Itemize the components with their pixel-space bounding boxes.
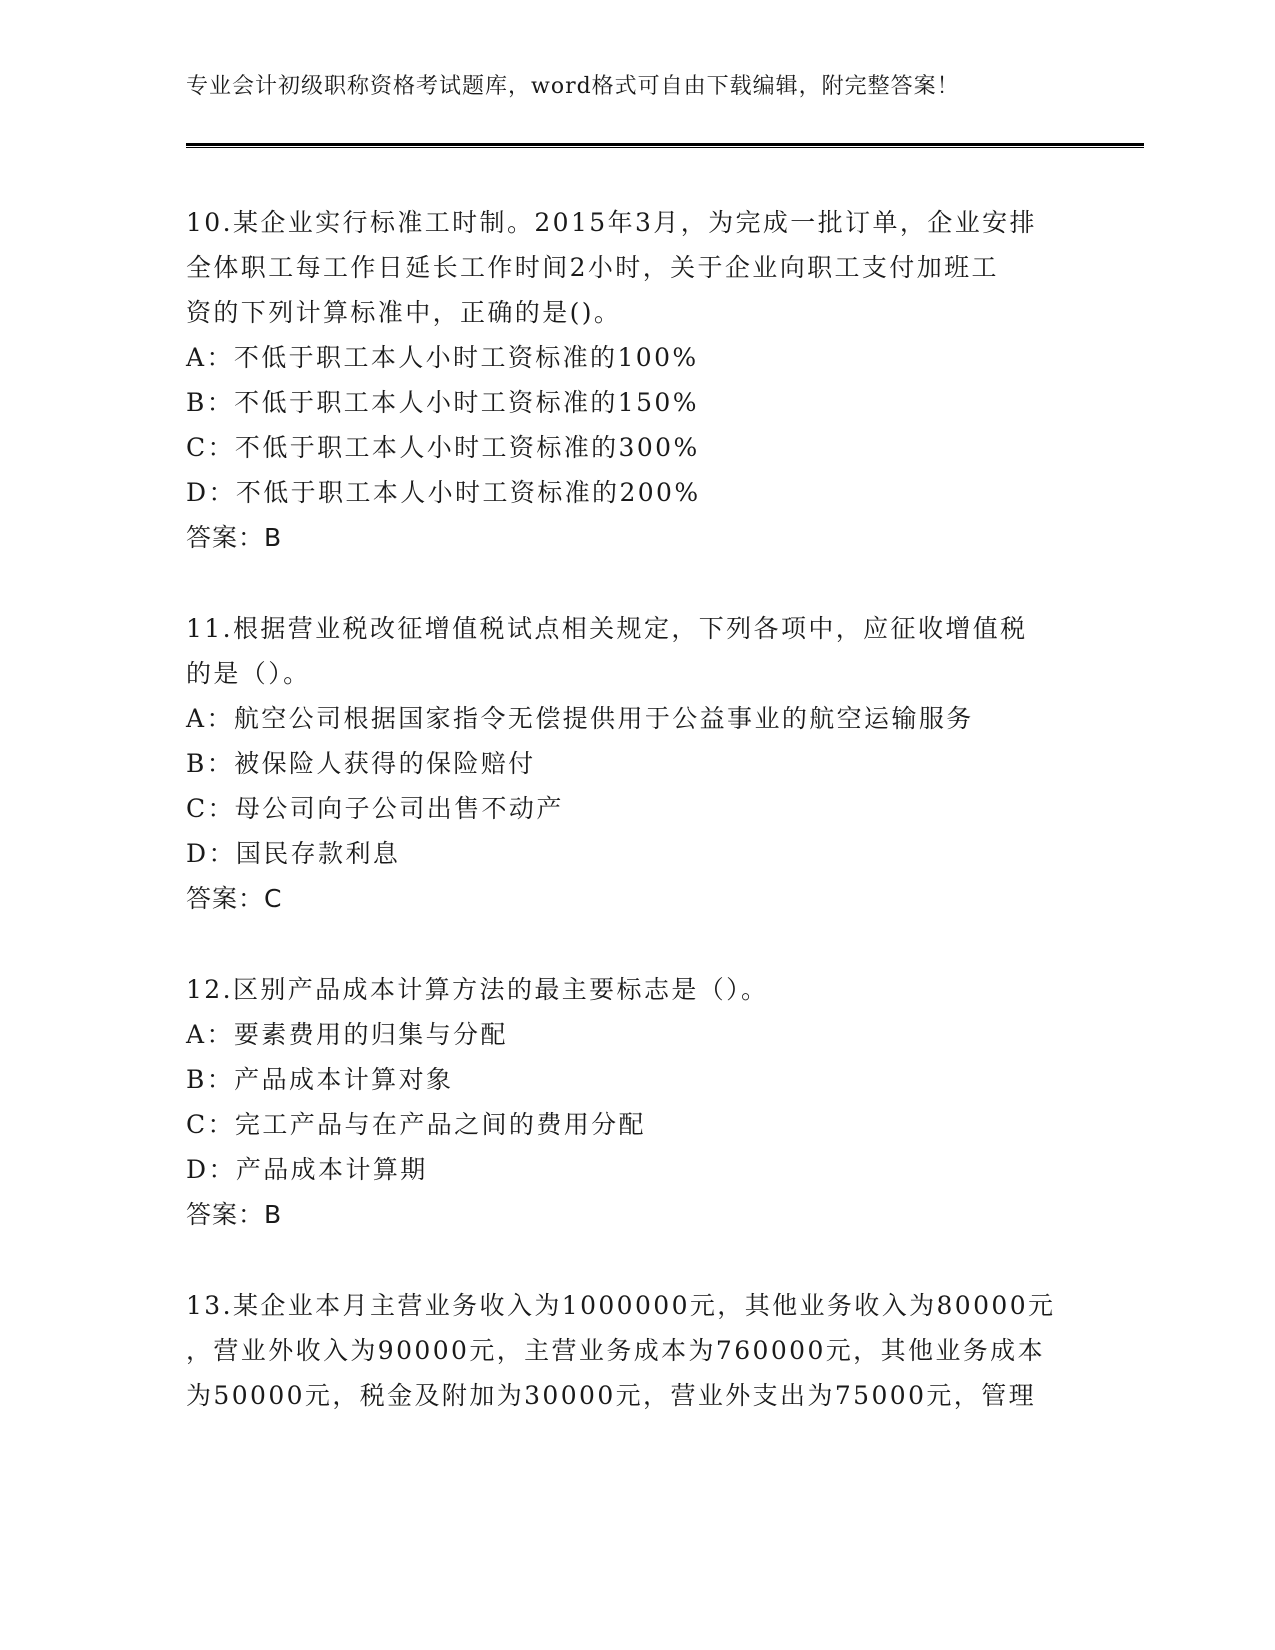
option-b: B：产品成本计算对象 [186, 1065, 454, 1094]
question-11 [186, 606, 1066, 921]
question-12 [186, 967, 1066, 1237]
option-c: C：完工产品与在产品之间的费用分配 [186, 1110, 646, 1139]
question-stem: 的是（）。 [186, 659, 311, 688]
question-stem: 13.某企业本月主营业务收入为1000000元，其他业务收入为80000元 [186, 1291, 1056, 1320]
option-b: B：不低于职工本人小时工资标准的150% [186, 388, 699, 417]
option-c: C：母公司向子公司出售不动产 [186, 794, 564, 823]
option-d: D：不低于职工本人小时工资标准的200% [186, 478, 701, 507]
question-13 [186, 1283, 1066, 1418]
option-d: D：国民存款利息 [186, 839, 401, 868]
question-10 [186, 200, 1066, 560]
question-stem: 12.区别产品成本计算方法的最主要标志是（）。 [186, 975, 769, 1004]
answer: 答案：B [186, 1200, 283, 1229]
option-a: A：航空公司根据国家指令无偿提供用于公益事业的航空运输服务 [186, 704, 974, 733]
question-stem: 全体职工每工作日延长工作时间2小时，关于企业向职工支付加班工 [186, 253, 999, 282]
question-stem: 11.根据营业税改征增值税试点相关规定，下列各项中，应征收增值税 [186, 614, 1028, 643]
question-stem: ，营业外收入为90000元，主营业务成本为760000元，其他业务成本 [186, 1336, 1045, 1365]
page-header: 专业会计初级职称资格考试题库，word格式可自由下载编辑，附完整答案！ [186, 74, 960, 99]
header-divider [186, 143, 1144, 148]
option-c: C：不低于职工本人小时工资标准的300% [186, 433, 700, 462]
question-stem: 10.某企业实行标准工时制。2015年3月，为完成一批订单，企业安排 [186, 208, 1037, 237]
answer: 答案：C [186, 884, 283, 913]
option-a: A：要素费用的归集与分配 [186, 1020, 508, 1049]
option-a: A：不低于职工本人小时工资标准的100% [186, 343, 699, 372]
answer: 答案：B [186, 523, 283, 552]
option-b: B：被保险人获得的保险赔付 [186, 749, 536, 778]
question-list [186, 200, 1066, 1464]
question-stem: 为50000元，税金及附加为30000元，营业外支出为75000元，管理 [186, 1381, 1036, 1410]
question-stem: 资的下列计算标准中，正确的是()。 [186, 298, 622, 327]
option-d: D：产品成本计算期 [186, 1155, 428, 1184]
